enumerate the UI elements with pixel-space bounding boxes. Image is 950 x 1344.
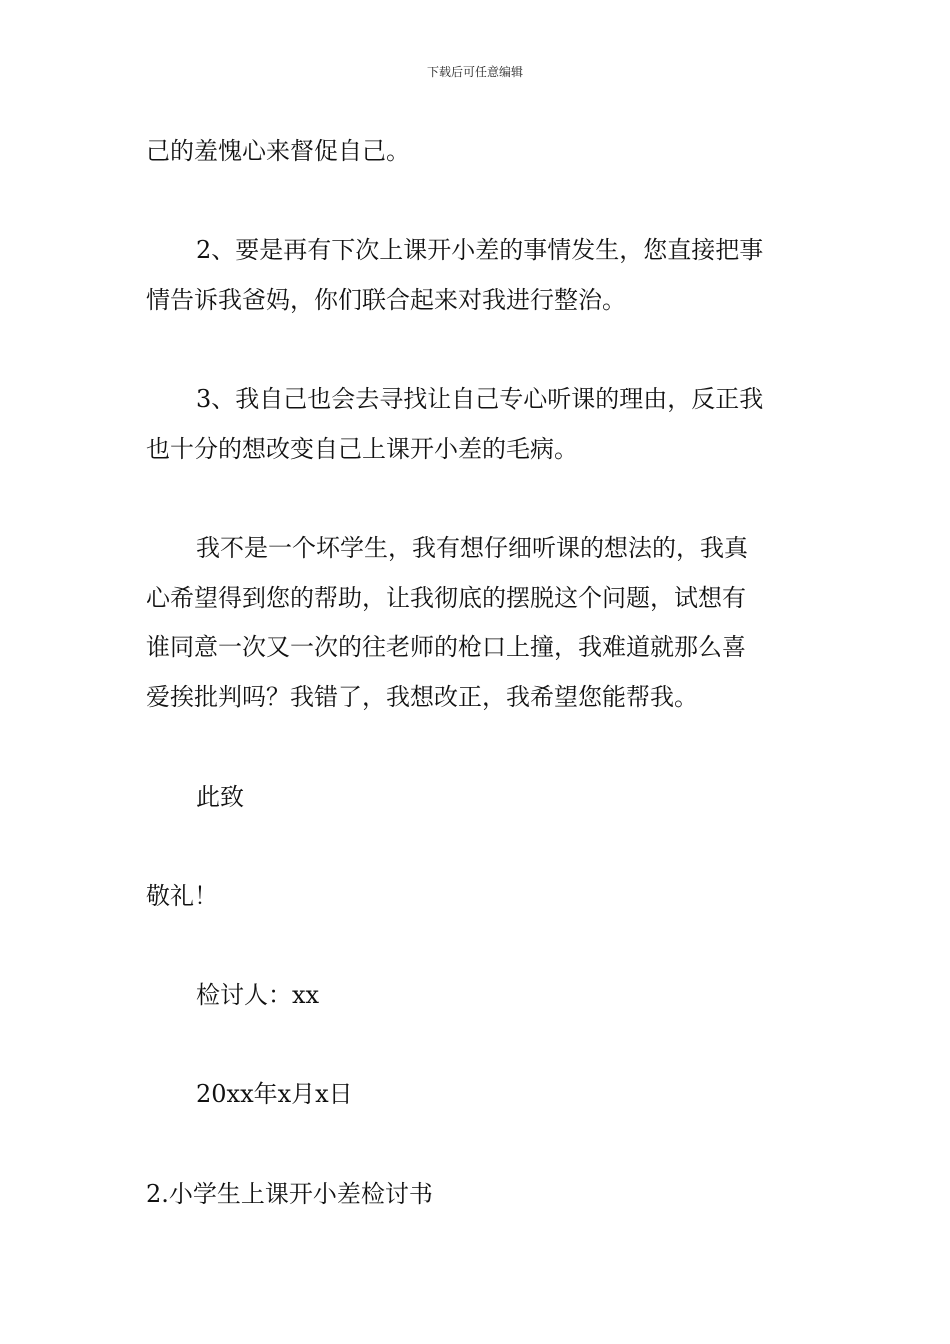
body-line: 2、要是再有下次上课开小差的事情发生，您直接把事	[196, 236, 764, 264]
body-line: 3、我自己也会去寻找让自己专心听课的理由，反正我	[196, 385, 764, 413]
body-line: 爱挨批判吗？我错了，我想改正，我希望您能帮我。	[146, 683, 698, 711]
body-line: 我不是一个坏学生，我有想仔细听课的想法的，我真	[196, 534, 748, 562]
closing-text: 此致	[196, 783, 244, 811]
page-header: 下载后可任意编辑	[426, 65, 523, 79]
body-line: 心希望得到您的帮助，让我彻底的摆脱这个问题，试想有	[146, 584, 746, 612]
body-line: 己的羞愧心来督促自己。	[146, 137, 410, 165]
salutation: 敬礼！	[146, 882, 218, 910]
signer: 检讨人：xx	[196, 981, 320, 1009]
body-line: 谁同意一次又一次的往老师的枪口上撞，我难道就那么喜	[146, 633, 746, 661]
date: 20xx年x月x日	[196, 1080, 353, 1108]
next-section-title: 2.小学生上课开小差检讨书	[146, 1180, 433, 1208]
body-line: 情告诉我爸妈，你们联合起来对我进行整治。	[146, 286, 626, 314]
body-line: 也十分的想改变自己上课开小差的毛病。	[146, 435, 578, 463]
